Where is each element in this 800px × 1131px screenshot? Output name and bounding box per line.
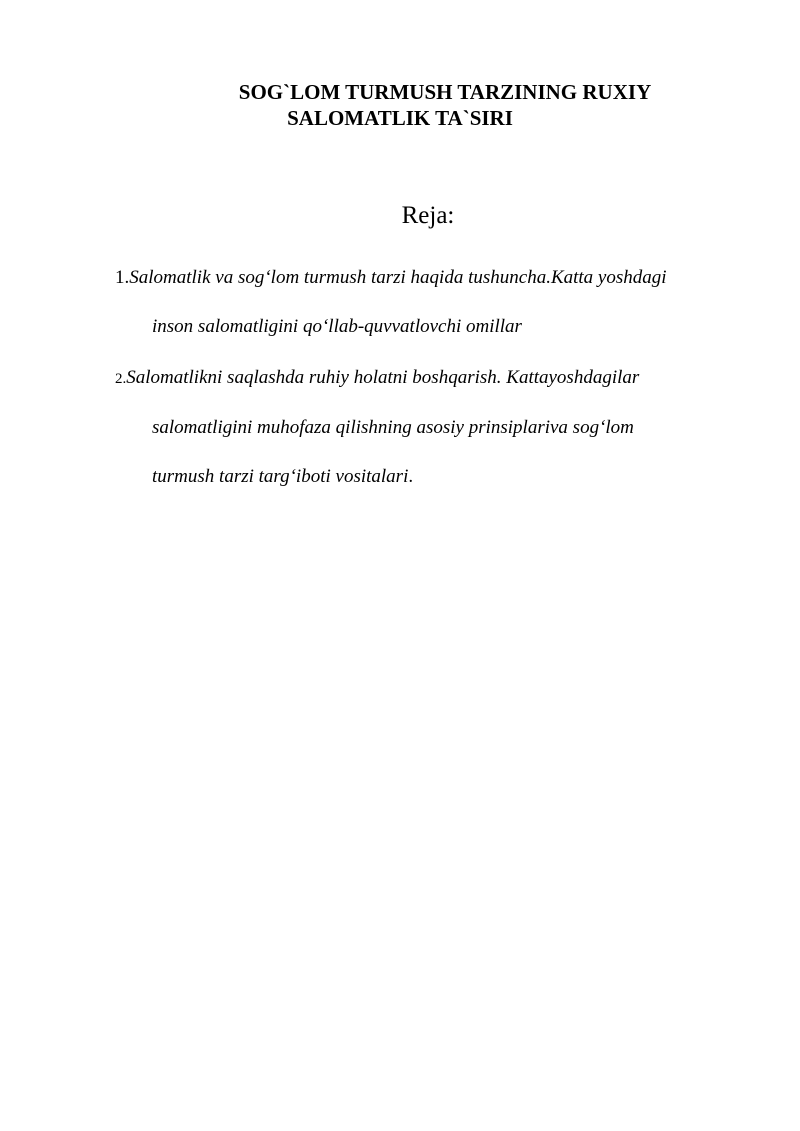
plan-item-2-line-2: salomatligini muhofaza qilishning asosiy prinsiplariva sog‘lom	[152, 417, 634, 438]
plan-item-2-line-1	[115, 366, 639, 391]
plan-item-1-line-2: inson salomatligini qo‘llab-quvvatlovchi omillar	[152, 316, 522, 337]
plan-item-2-text-1: Salomatlikni saqlashda ruhiy holatni boshqarish. Kattayoshdagilar	[126, 367, 640, 388]
plan-item-2-trailing-period: .	[408, 466, 414, 487]
plan-item-1-number: 1.	[115, 267, 130, 288]
plan-item-1-line-1	[115, 266, 667, 290]
document-title-line-1: SOG`LOM TURMUSH TARZINING RUXIY	[238, 80, 652, 104]
plan-item-1-text-1: Salomatlik va sog‘lom turmush tarzi haqida tushuncha.Katta yoshdagi	[129, 267, 667, 288]
document-title-line-2: SALOMATLIK TA`SIRI	[287, 106, 513, 130]
plan-heading: Reja:	[401, 202, 455, 229]
plan-item-2-line-3	[152, 465, 413, 489]
plan-item-2-text-3: turmush tarzi targ‘iboti vositalari	[152, 466, 409, 487]
plan-item-2-number: 2.	[115, 371, 127, 387]
